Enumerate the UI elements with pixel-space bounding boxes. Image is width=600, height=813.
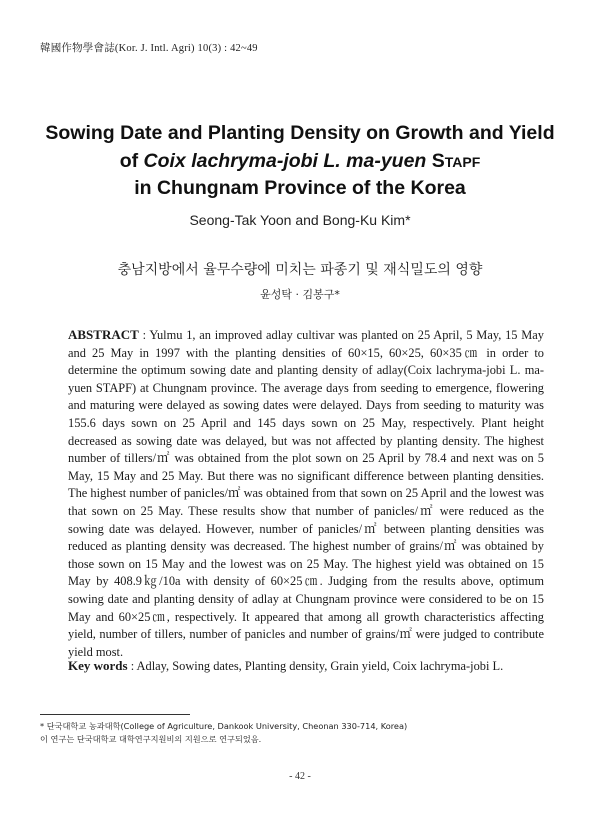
keywords-text: : Adlay, Sowing dates, Planting density, Grain yield, Coix lachryma-jobi L. <box>130 659 504 673</box>
abstract-label: ABSTRACT <box>68 327 139 342</box>
title-part2: in Chungnam Province of the Korea <box>134 177 466 199</box>
title-authority: Stapf <box>431 149 481 172</box>
journal-reference: 韓國作物學會誌(Kor. J. Intl. Agri) 10(3) : 42~49 <box>40 43 258 54</box>
abstract <box>68 326 544 661</box>
keywords-label: Key words <box>68 658 128 673</box>
footnote-divider <box>40 714 190 715</box>
title-species: Coix lachryma-jobi L. ma-yuen <box>143 149 427 172</box>
keywords <box>68 658 544 674</box>
footnote-funding: 이 연구는 단국대학교 대학연구지원비의 지원으로 연구되었음. <box>40 734 262 744</box>
title-part1: Sowing Date and Planting Density on Growth and Yield of <box>45 122 555 172</box>
korean-title: 충남지방에서 율무수량에 미치는 파종기 및 재식밀도의 영향 <box>117 262 483 278</box>
paper-title <box>40 120 560 203</box>
authors: Seong-Tak Yoon and Bong-Ku Kim* <box>189 212 411 228</box>
footnote-affiliation: * 단국대학교 농과대학(College of Agriculture, Dankook University, Cheonan 330-714, Korea) <box>40 721 408 731</box>
footnotes <box>40 720 560 746</box>
page-number: - 42 - <box>289 771 311 782</box>
korean-authors: 윤성탁 · 김봉구* <box>260 288 340 301</box>
abstract-text: : Yulmu 1, an improved adlay cultivar was planted on 25 April, 5 May, 15 May and 25 May in 1997 with the planting densities of 60×15, 60×25, 60×35㎝ in order to determine the optimum sowing date and planting density of adlay(Coix lachryma-jobi L. ma-yuen STAPF) at Chungnam province. The average days from seeding to emergence, flowering and maturing were delayed as sowing dates were delayed. Days from seeding to maturity was 155.6 days sown on 25 April and 145 days sown on 25 May, respectively. Plant height decreased as sowing date was delayed, but was not affected by planting density. The highest number of tillers/㎡ was obtained from the plot sown on 25 April by 78.4 and next was on 5 May, 15 May and 25 May. But there was no significant difference between planting densities. The highest number of panicles/㎡ was obtained from that sown on 25 April and the lowest was that sown on 25 May. These results show that number of panicles/㎡ were reduced as the sowing date was delayed. However, number of panicles/㎡ between planting densities was reduced as planting density was decreased. The highest number of grains/㎡ was obtained by those sown on 15 May and the lowest was on 25 May. The highest yield was obtained on 15 May by 408.9㎏/10a with density of 60×25㎝. Judging from the results above, optimum sowing date and planting density of adlay at Chungnam province were considered to be on 15 May and 60×25㎝, respectively. It appeared that among all growth characteristics affecting yield, number of tillers, number of panicles and number of grains/㎡ were judged to contribute yield most. <box>68 328 544 659</box>
